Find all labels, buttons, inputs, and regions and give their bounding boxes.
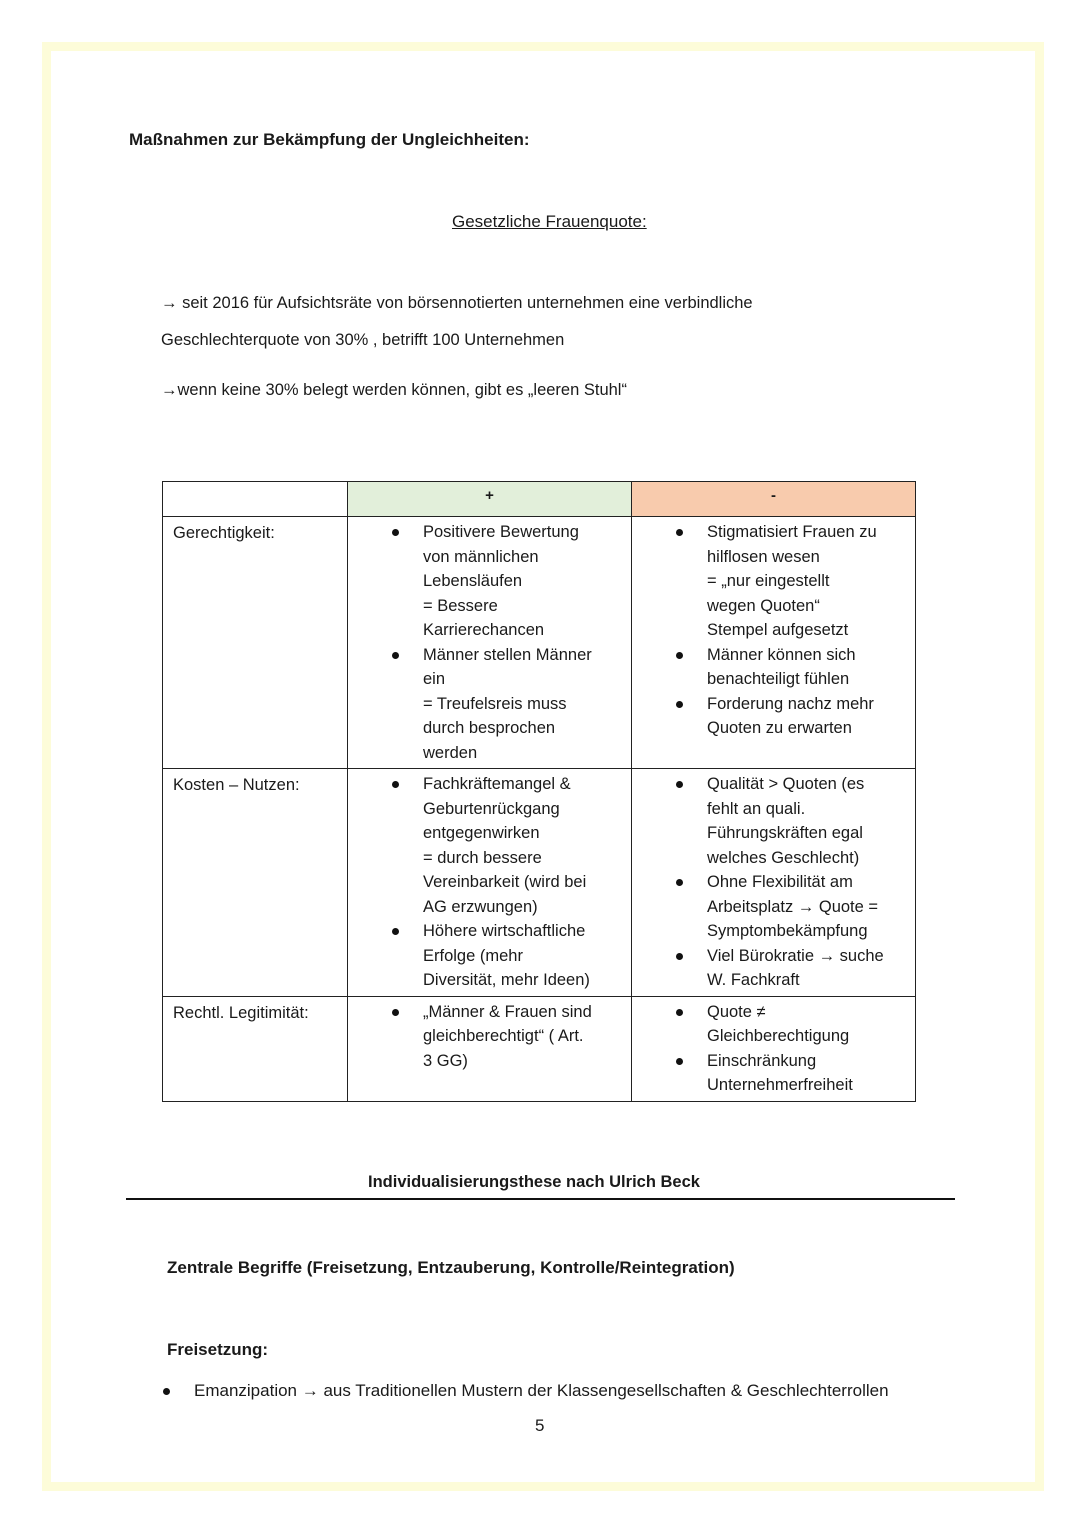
plus-cell [348, 517, 632, 769]
criterion-cell: Kosten – Nutzen: [163, 769, 348, 997]
list-item: Positivere Bewertung von männlichen Lebensläufen = Bessere Karrierechancen [358, 520, 621, 643]
paragraph-line-1: → seit 2016 für Aufsichtsräte von börsennotierten unternehmen eine verbindliche [161, 294, 753, 312]
criterion-cell: Rechtl. Legitimität: [163, 996, 348, 1101]
freisetzung-bullet-text: Emanzipation → aus Traditionellen Mustern der Klassengesellschaften & Geschlechterrollen [194, 1381, 889, 1400]
list-item: Männer können sich benachteiligt fühlen [642, 643, 905, 692]
minus-cell [632, 769, 916, 997]
table-header-row [163, 482, 916, 517]
bullet-icon [676, 879, 683, 886]
subheading-frauenquote: Gesetzliche Frauenquote: [452, 212, 647, 231]
list-item: Männer stellen Männer ein = Treufelsreis muss durch besprochen werden [358, 643, 621, 766]
table-row [163, 769, 916, 997]
bullet-icon [392, 1009, 399, 1016]
bullet-icon [676, 701, 683, 708]
list-item: Qualität > Quoten (es fehlt an quali. Führungskräften egal welches Geschlecht) [642, 772, 905, 870]
bullet-icon [676, 1009, 683, 1016]
list-item: Quote ≠ Gleichberechtigung [642, 1000, 905, 1049]
plus-cell [348, 996, 632, 1101]
bullet-icon [676, 529, 683, 536]
list-item: Höhere wirtschaftliche Erfolge (mehr Diversität, mehr Ideen) [358, 919, 621, 993]
list-item: „Männer & Frauen sind gleichberechtigt“ ( Art. 3 GG) [358, 1000, 621, 1074]
table-row [163, 517, 916, 769]
pros-cons-table [162, 481, 916, 1102]
bullet-icon [392, 652, 399, 659]
plus-cell [348, 769, 632, 997]
bullet-icon [676, 1058, 683, 1065]
criterion-cell: Gerechtigkeit: [163, 517, 348, 769]
list-item: Einschränkung Unternehmerfreiheit [642, 1049, 905, 1098]
section-heading: Maßnahmen zur Bekämpfung der Ungleichheiten: [129, 130, 530, 149]
page-number: 5 [535, 1416, 545, 1435]
freisetzung-label: Freisetzung: [167, 1340, 269, 1359]
central-terms-heading: Zentrale Begriffe (Freisetzung, Entzauberung, Kontrolle/Reintegration) [167, 1258, 735, 1277]
paragraph-line-2: Geschlechterquote von 30% , betrifft 100 Unternehmen [161, 331, 565, 349]
section-title-beck: Individualisierungsthese nach Ulrich Beck [368, 1173, 700, 1191]
minus-cell [632, 996, 916, 1101]
list-item: Forderung nachz mehr Quoten zu erwarten [642, 692, 905, 741]
bullet-icon [676, 781, 683, 788]
bullet-icon [392, 529, 399, 536]
list-item: Fachkräftemangel & Geburtenrückgang entgegenwirken = durch bessere Vereinbarkeit (wird bei AG erzwungen) [358, 772, 621, 919]
list-item: Stigmatisiert Frauen zu hilflosen wesen = „nur eingestellt wegen Quoten“ Stempel aufgesetzt [642, 520, 905, 643]
bullet-icon [163, 1388, 170, 1395]
paragraph-empty-chair: →wenn keine 30% belegt werden können, gibt es „leeren Stuhl“ [161, 381, 627, 399]
table-row [163, 996, 916, 1101]
bullet-icon [392, 781, 399, 788]
section-divider [126, 1198, 955, 1200]
header-plus-cell: + [348, 482, 632, 517]
bullet-icon [392, 928, 399, 935]
bullet-icon [676, 652, 683, 659]
bullet-icon [676, 953, 683, 960]
list-item: Viel Bürokratie → suche W. Fachkraft [642, 944, 905, 993]
header-minus-cell: - [632, 482, 916, 517]
minus-cell [632, 517, 916, 769]
header-empty-cell [163, 482, 348, 517]
list-item: Ohne Flexibilität am Arbeitsplatz → Quote = Symptombekämpfung [642, 870, 905, 944]
